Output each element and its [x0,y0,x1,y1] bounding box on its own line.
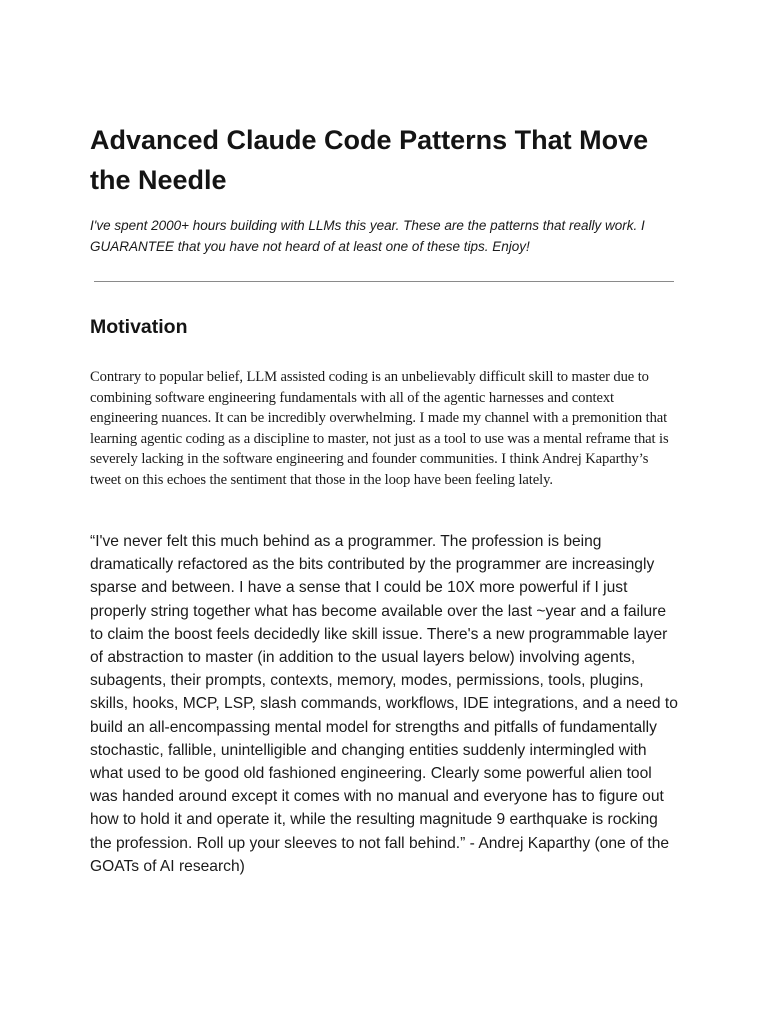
document-title: Advanced Claude Code Patterns That Move the Needle [90,125,649,195]
document-subtitle: I've spent 2000+ hours building with LLMs this year. These are the patterns that really work. I GUARANTEE that you have not heard of at least one of these tips. Enjoy! [90,218,645,254]
quote-paragraph: “I've never felt this much behind as a programmer. The profession is being dramatically refactored as the bits contributed by the programmer are increasingly sparse and between. I have a sense that I could be 10X more powerful if I just properly string together what has become available over the last ~year and a failure to claim the boost feels decidedly like skill issue. There's a new programmable layer of abstraction to master (in addition to the usual layers below) involving agents, subagents, their prompts, contexts, memory, modes, permissions, tools, plugins, skills, hooks, MCP, LSP, slash commands, workflows, IDE integrations, and a need to build an all-encompassing mental model for strengths and pitfalls of fundamentally stochastic, fallible, unintelligible and changing entities suddenly intermingled with what used to be good old fashioned engineering. Clearly some powerful alien tool was handed around except it comes with no manual and everyone has to figure out how to hold it and operate it, while the resulting magnitude 9 earthquake is rocking the profession. Roll up your sleeves to not fall behind.” - Andrej Kaparthy (one of the GOATs of AI research) [90,533,678,875]
section-heading-motivation: Motivation [90,316,188,338]
motivation-paragraph: Contrary to popular belief, LLM assisted coding is an unbelievably difficult skill to master due to combining software engineering fundamentals with all of the agentic harnesses and context engineering nuances. It can be incredibly overwhelming. I made my channel with a premonition that learning agentic coding as a discipline to master, not just as a tool to use was a mental reframe that is severely lacking in the software engineering and founder communities. I think Andrej Kaparthy’s tweet on this echoes the sentiment that those in the loop have been feeling lately. [90,369,669,488]
horizontal-divider [94,281,674,282]
